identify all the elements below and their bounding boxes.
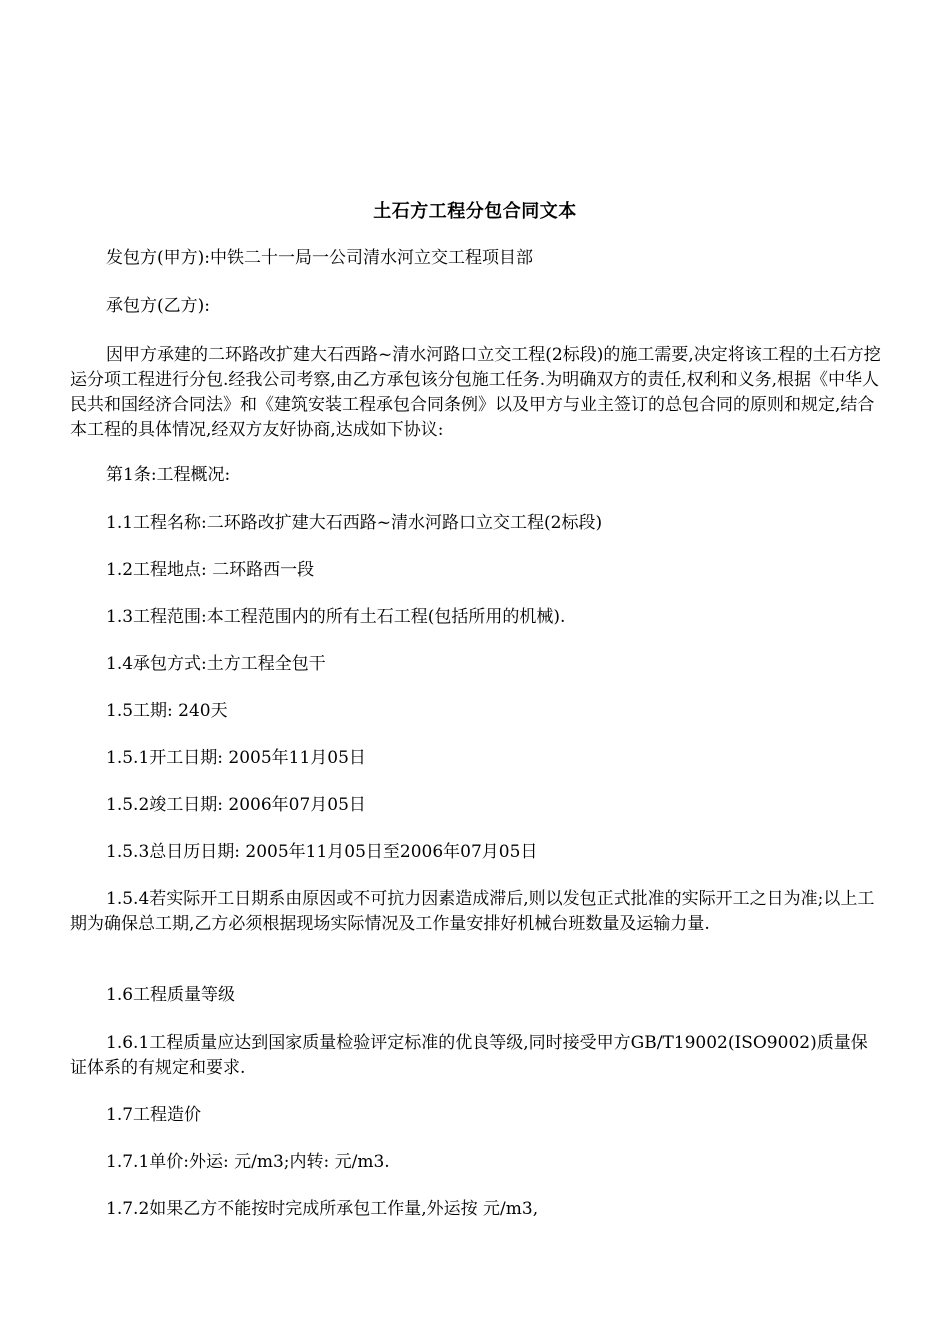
document-title: 土石方工程分包合同文本 <box>373 201 577 222</box>
clause-1-3: 1.3工程范围:本工程范围内的所有土石工程(包括所用的机械). <box>106 607 566 627</box>
clause-1-5-4: 1.5.4若实际开工日期系由原因或不可抗力因素造成滞后,则以发包正式批准的实际开工之日为准;以上工期为确保总工期,乙方必须根据现场实际情况及工作量安排好机械台班数量及运输力量. <box>70 889 875 934</box>
preamble-paragraph: 因甲方承建的二环路改扩建大石西路~清水河路口立交工程(2标段)的施工需要,决定将该工程的土石方挖运分项工程进行分包.经我公司考察,由乙方承包该分包施工任务.为明确双方的责任,权利和义务,根据《中华人民共和国经济合同法》和《建筑安装工程承包合同条例》以及甲方与业主签订的总包合同的原则和规定,结合本工程的具体情况,经双方友好协商,达成如下协议: <box>70 345 881 440</box>
clause-1-2: 1.2工程地点: 二环路西一段 <box>106 560 315 580</box>
clause-1-4: 1.4承包方式:土方工程全包干 <box>106 654 326 674</box>
clause-1-5: 1.5工期: 240天 <box>106 701 228 721</box>
clause-1-7-2: 1.7.2如果乙方不能按时完成所承包工作量,外运按 元/m3, <box>106 1199 539 1219</box>
clause-1-5-1: 1.5.1开工日期: 2005年11月05日 <box>106 748 366 768</box>
clause-1-5-2: 1.5.2竣工日期: 2006年07月05日 <box>106 795 366 815</box>
article-1-heading: 第1条:工程概况: <box>106 465 231 485</box>
clause-1-6-1: 1.6.1工程质量应达到国家质量检验评定标准的优良等级,同时接受甲方GB/T19002(ISO9002)质量保证体系的有规定和要求. <box>70 1033 868 1078</box>
party-a-line: 发包方(甲方):中铁二十一局一公司清水河立交工程项目部 <box>106 248 533 268</box>
clause-1-6: 1.6工程质量等级 <box>106 985 236 1005</box>
clause-1-7: 1.7工程造价 <box>106 1105 202 1125</box>
clause-1-5-3: 1.5.3总日历日期: 2005年11月05日至2006年07月05日 <box>106 842 538 862</box>
clause-1-7-1: 1.7.1单价:外运: 元/m3;内转: 元/m3. <box>106 1152 390 1172</box>
clause-1-1: 1.1工程名称:二环路改扩建大石西路~清水河路口立交工程(2标段) <box>106 513 603 533</box>
party-b-line: 承包方(乙方): <box>106 296 210 316</box>
